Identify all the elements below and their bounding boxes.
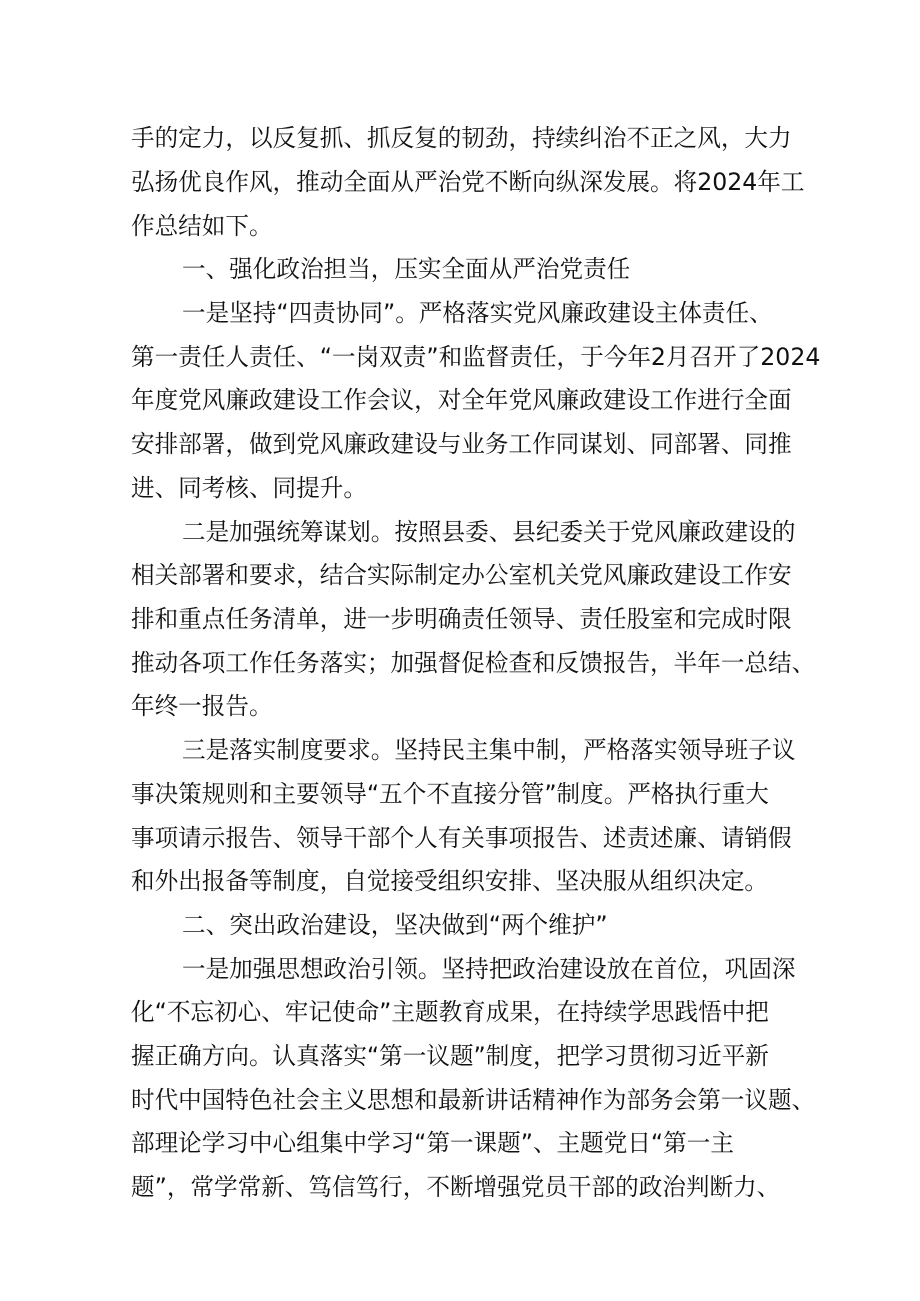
paragraph-start: 三是落实制度要求。坚持民主集中制，严格落实领导班子议 — [182, 736, 796, 764]
text-line: 题”，常学常新、笃信笃行，不断增强党员干部的政治判断力、 — [131, 1173, 781, 1201]
paragraph-start: 一是坚持“四责协同”。严格落实党风廉政建设主体责任、 — [182, 299, 773, 327]
text-line: 时代中国特色社会主义思想和最新讲话精神作为部务会第一议题、 — [131, 1086, 816, 1114]
text-line: 年度党风廉政建设工作会议，对全年党风廉政建设工作进行全面 — [131, 386, 792, 414]
text-line: 作总结如下。 — [131, 212, 273, 240]
text-line: 年终一报告。 — [131, 692, 273, 720]
section-heading: 一、强化政治担当，压实全面从严治党责任 — [182, 255, 631, 283]
text-line: 手的定力，以反复抓、抓反复的韧劲，持续纠治不正之风，大力 — [131, 124, 792, 152]
section-heading: 二、突出政治建设，坚决做到“两个维护” — [182, 911, 608, 939]
text-line: 弘扬优良作风，推动全面从严治党不断向纵深发展。将2024年工 — [131, 168, 805, 196]
text-line: 安排部署，做到党风廉政建设与业务工作同谋划、同部署、同推 — [131, 430, 792, 458]
text-line: 事项请示报告、领导干部个人有关事项报告、述责述廉、请销假 — [131, 824, 792, 852]
text-line: 握正确方向。认真落实“第一议题”制度，把学习贯彻习近平新 — [131, 1042, 769, 1070]
text-line: 排和重点任务清单，进一步明确责任领导、责任股室和完成时限 — [131, 605, 792, 633]
text-line: 进、同考核、同提升。 — [131, 474, 367, 502]
text-line: 相关部署和要求，结合实际制定办公室机关党风廉政建设工作安 — [131, 561, 792, 589]
text-line: 化“不忘初心、牢记使命”主题教育成果，在持续学思践悟中把 — [131, 998, 769, 1026]
text-line: 第一责任人责任、“一岗双责”和监督责任，于今年2月召开了2024 — [131, 343, 821, 371]
text-line: 事决策规则和主要领导“五个不直接分管”制度。严格执行重大 — [131, 780, 769, 808]
text-line: 推动各项工作任务落实；加强督促检查和反馈报告，半年一总结、 — [131, 649, 816, 677]
paragraph-start: 一是加强思想政治引领。坚持把政治建设放在首位，巩固深 — [182, 955, 796, 983]
paragraph-start: 二是加强统筹谋划。按照县委、县纪委关于党风廉政建设的 — [182, 518, 796, 546]
text-line: 部理论学习中心组集中学习“第一课题”、主题党日“第一主 — [131, 1129, 734, 1157]
text-line: 和外出报备等制度，自觉接受组织安排、坚决服从组织决定。 — [131, 867, 769, 895]
